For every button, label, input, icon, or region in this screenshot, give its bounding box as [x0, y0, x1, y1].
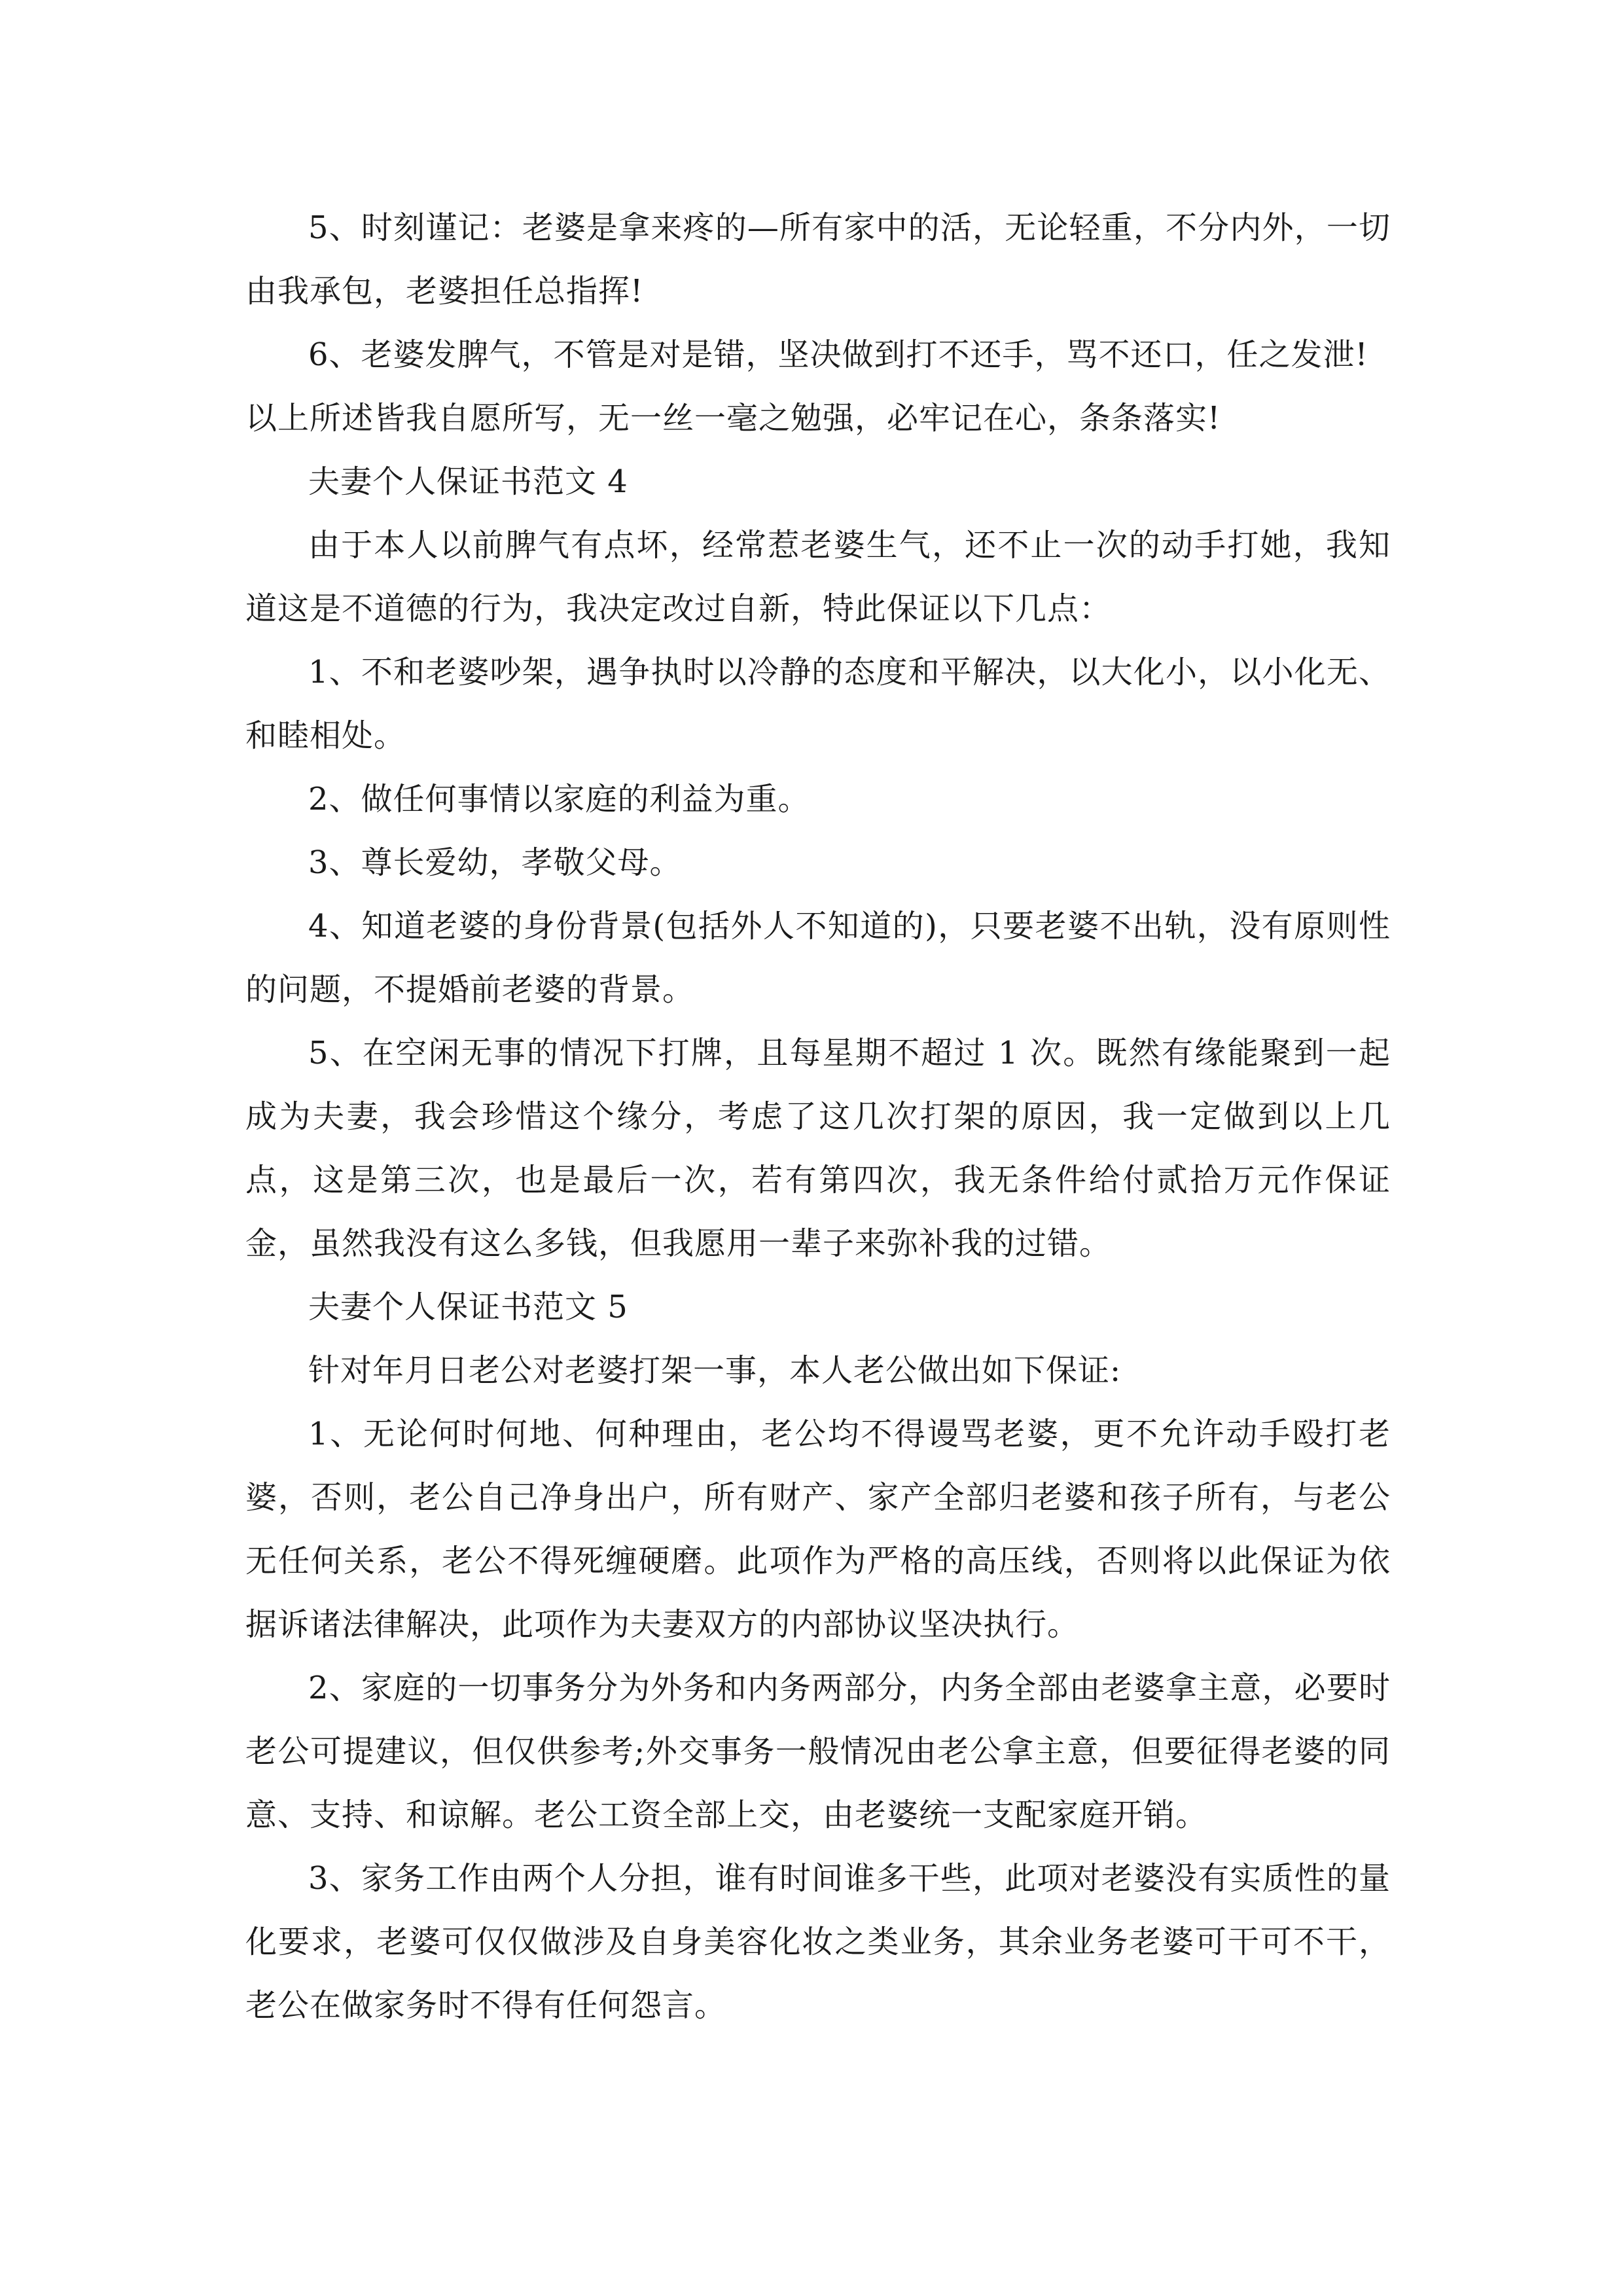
paragraph-4-item-3: 3、尊长爱幼，孝敬父母。: [308, 844, 682, 881]
paragraph-rule-5: 5、时刻谨记：老婆是拿来疼的—所有家中的活，无论轻重，不分内外，一切由我承包，老婆担任总指挥!: [245, 209, 1391, 310]
paragraph-closing-statement: 以上所述皆我自愿所写，无一丝一毫之勉强，必牢记在心，条条落实!: [245, 400, 1221, 437]
paragraph-5-item-1: 1、无论何时何地、何种理由，老公均不得谩骂老婆，更不允许动手殴打老婆，否则，老公自己净身出户，所有财产、家产全部归老婆和孩子所有，与老公无任何关系，老公不得死缠硬磨。此项作为严格的高压线，否则将以此保证为依据诉诸法律解决，此项作为夫妻双方的内部协议坚决执行。: [245, 1416, 1391, 1643]
paragraph-5-item-2: 2、家庭的一切事务分为外务和内务两部分，内务全部由老婆拿主意，必要时老公可提建议，但仅供参考;外交事务一般情况由老公拿主意，但要征得老婆的同意、支持、和谅解。老公工资全部上交，由老婆统一支配家庭开销。: [245, 1670, 1391, 1833]
paragraph-4-item-5: 5、在空闲无事的情况下打牌，且每星期不超过 1 次。既然有缘能聚到一起成为夫妻，我会珍惜这个缘分，考虑了这几次打架的原因，我一定做到以上几点，这是第三次，也是最后一次，若有第四次，我无条件给付贰拾万元作保证金，虽然我没有这么多钱，但我愿用一辈子来弥补我的过错。: [245, 1035, 1391, 1262]
paragraph-intro-4: 由于本人以前脾气有点坏，经常惹老婆生气，还不止一次的动手打她，我知道这是不道德的行为，我决定改过自新，特此保证以下几点：: [245, 527, 1391, 627]
section-heading-4: 夫妻个人保证书范文 4: [308, 463, 628, 500]
paragraph-4-item-2: 2、做任何事情以家庭的利益为重。: [308, 781, 810, 817]
document-body: [245, 196, 1391, 2037]
paragraph-4-item-4: 4、知道老婆的身份背景(包括外人不知道的)，只要老婆不出轨，没有原则性的问题，不提婚前老婆的背景。: [245, 908, 1391, 1008]
paragraph-intro-5: 针对年月日老公对老婆打架一事，本人老公做出如下保证:: [308, 1352, 1122, 1389]
paragraph-rule-6: 6、老婆发脾气，不管是对是错，坚决做到打不还手，骂不还口，任之发泄!: [308, 336, 1368, 373]
section-heading-5: 夫妻个人保证书范文 5: [308, 1289, 628, 1325]
paragraph-4-item-1: 1、不和老婆吵架，遇争执时以冷静的态度和平解决，以大化小，以小化无、和睦相处。: [245, 654, 1391, 754]
paragraph-5-item-3: 3、家务工作由两个人分担，谁有时间谁多干些，此项对老婆没有实质性的量化要求，老婆可仅仅做涉及自身美容化妆之类业务，其余业务老婆可干可不干，老公在做家务时不得有任何怨言。: [245, 1860, 1391, 2024]
